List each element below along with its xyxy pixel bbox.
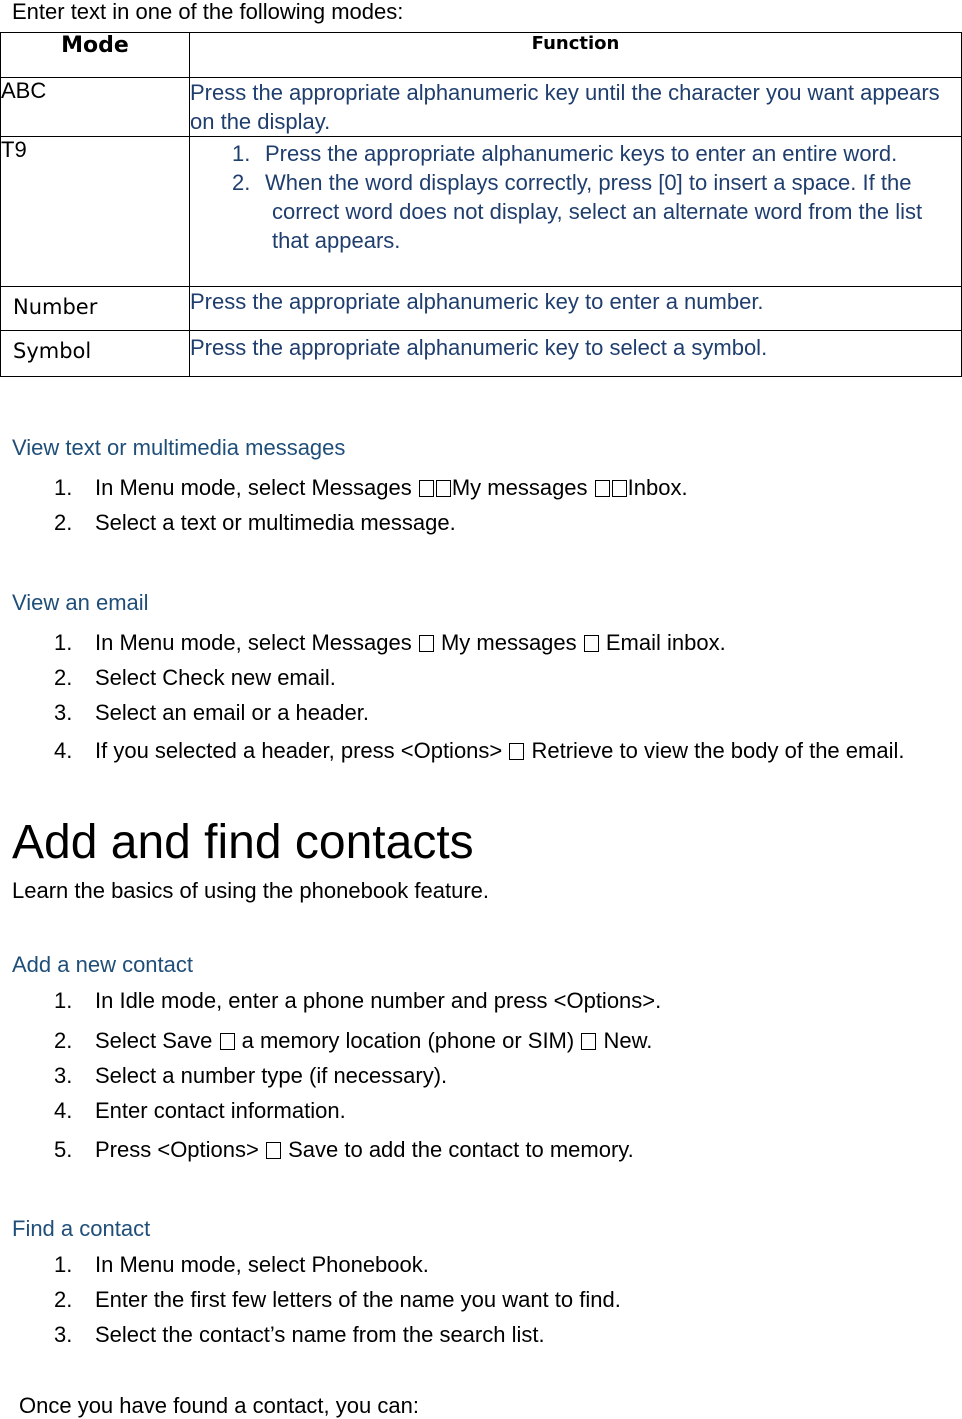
footer-text: Once you have found a contact, you can: [19, 1393, 419, 1418]
mode-cell: Symbol [1, 331, 190, 377]
step-text: Save to add the contact to memory. [281, 1137, 634, 1162]
arrow-box-icon [419, 635, 434, 652]
find-contact-steps [54, 1250, 954, 1349]
arrow-box-icon [220, 1033, 235, 1050]
add-contact-steps [54, 986, 954, 1164]
list-item [54, 698, 954, 727]
list-item [232, 168, 961, 255]
arrow-box-icon [584, 635, 599, 652]
list-item [54, 1061, 954, 1090]
step-text: Select Save [95, 1028, 219, 1053]
function-cell: Press the appropriate alphanumeric key to enter a number. [190, 287, 962, 331]
list-item [54, 1250, 954, 1279]
arrow-box-icon [581, 1033, 596, 1050]
step-text: If you selected a header, press <Options> [95, 738, 509, 763]
step-number: 3. [54, 700, 73, 725]
step-text: My messages [434, 630, 583, 655]
list-item [54, 663, 954, 692]
step-text: Retrieve to view the body of the email. [525, 738, 905, 763]
step-text: New. [597, 1028, 653, 1053]
step-number: 2. [54, 510, 73, 535]
list-item [54, 1320, 954, 1349]
arrow-box-icon [595, 480, 610, 497]
step-number: 2. [232, 170, 251, 195]
step-text: When the word displays correctly, press [0] to insert a space. If the correct word does not display, select an alternate word from the list that appears. [265, 170, 923, 253]
step-number: 3. [54, 1322, 73, 1347]
arrow-box-icon [266, 1142, 281, 1159]
step-text: In Menu mode, select Messages [95, 630, 418, 655]
step-number: 2. [54, 1287, 73, 1312]
step-text: In Menu mode, select Phonebook. [95, 1252, 429, 1277]
mode-cell: T9 [1, 137, 190, 287]
function-cell [190, 137, 962, 287]
step-text: Email inbox. [599, 630, 726, 655]
step-text: Select Check new email. [95, 665, 336, 690]
step-text: a memory location (phone or SIM) [235, 1028, 581, 1053]
step-number: 2. [54, 1028, 73, 1053]
step-number: 1. [54, 988, 73, 1013]
step-text: My messages [451, 475, 594, 500]
list-item [54, 1135, 954, 1164]
arrow-box-icon [419, 480, 434, 497]
header-function: Function [190, 33, 962, 78]
header-mode: Mode [1, 33, 190, 78]
step-text: In Idle mode, enter a phone number and press <Options>. [95, 988, 662, 1013]
arrow-box-icon [436, 480, 451, 497]
step-text: Inbox. [627, 475, 688, 500]
list-item [54, 1285, 954, 1314]
section-title-find-contact: Find a contact [12, 1216, 151, 1241]
list-item [232, 139, 961, 168]
page-heading: Add and find contacts [12, 816, 474, 869]
step-text: Press <Options> [95, 1137, 265, 1162]
step-text: Select a number type (if necessary). [95, 1063, 448, 1088]
step-text: Enter contact information. [95, 1098, 346, 1123]
function-cell: Press the appropriate alphanumeric key until the character you want appears on the display. [190, 78, 962, 137]
function-cell: Press the appropriate alphanumeric key to select a symbol. [190, 331, 962, 377]
contacts-lead: Learn the basics of using the phonebook feature. [12, 878, 490, 903]
step-number: 2. [54, 665, 73, 690]
view-email-steps [54, 628, 954, 765]
step-number: 1. [232, 141, 251, 166]
step-text: Enter the first few letters of the name you want to find. [95, 1287, 621, 1312]
step-text: Press the appropriate alphanumeric keys to enter an entire word. [265, 141, 898, 166]
arrow-box-icon [509, 743, 524, 760]
step-text: In Menu mode, select Messages [95, 475, 418, 500]
step-number: 4. [54, 738, 73, 763]
table-row [1, 287, 962, 331]
arrow-box-icon [612, 480, 627, 497]
list-item [54, 628, 954, 657]
mode-cell: ABC [1, 78, 190, 137]
step-number: 4. [54, 1098, 73, 1123]
intro-text: Enter text in one of the following modes: [12, 0, 404, 24]
list-item [54, 736, 954, 765]
list-item [54, 508, 954, 537]
table-row [1, 137, 962, 287]
section-title-add-contact: Add a new contact [12, 952, 194, 977]
mode-cell: Number [1, 287, 190, 331]
table-row [1, 78, 962, 137]
step-text: Select an email or a header. [95, 700, 369, 725]
step-text: Select a text or multimedia message. [95, 510, 456, 535]
step-text: Select the contact’s name from the search list. [95, 1322, 545, 1347]
step-number: 5. [54, 1137, 73, 1162]
list-item [54, 986, 954, 1015]
view-messages-steps [54, 473, 954, 537]
step-number: 3. [54, 1063, 73, 1088]
table-row [1, 331, 962, 377]
section-title-view-email: View an email [12, 590, 149, 615]
list-item [54, 473, 954, 502]
step-number: 1. [54, 475, 73, 500]
section-title-view-messages: View text or multimedia messages [12, 435, 346, 460]
table-header-row [1, 33, 962, 78]
list-item [54, 1096, 954, 1125]
step-number: 1. [54, 630, 73, 655]
list-item [54, 1026, 954, 1055]
step-number: 1. [54, 1252, 73, 1277]
input-modes-table [0, 32, 962, 377]
